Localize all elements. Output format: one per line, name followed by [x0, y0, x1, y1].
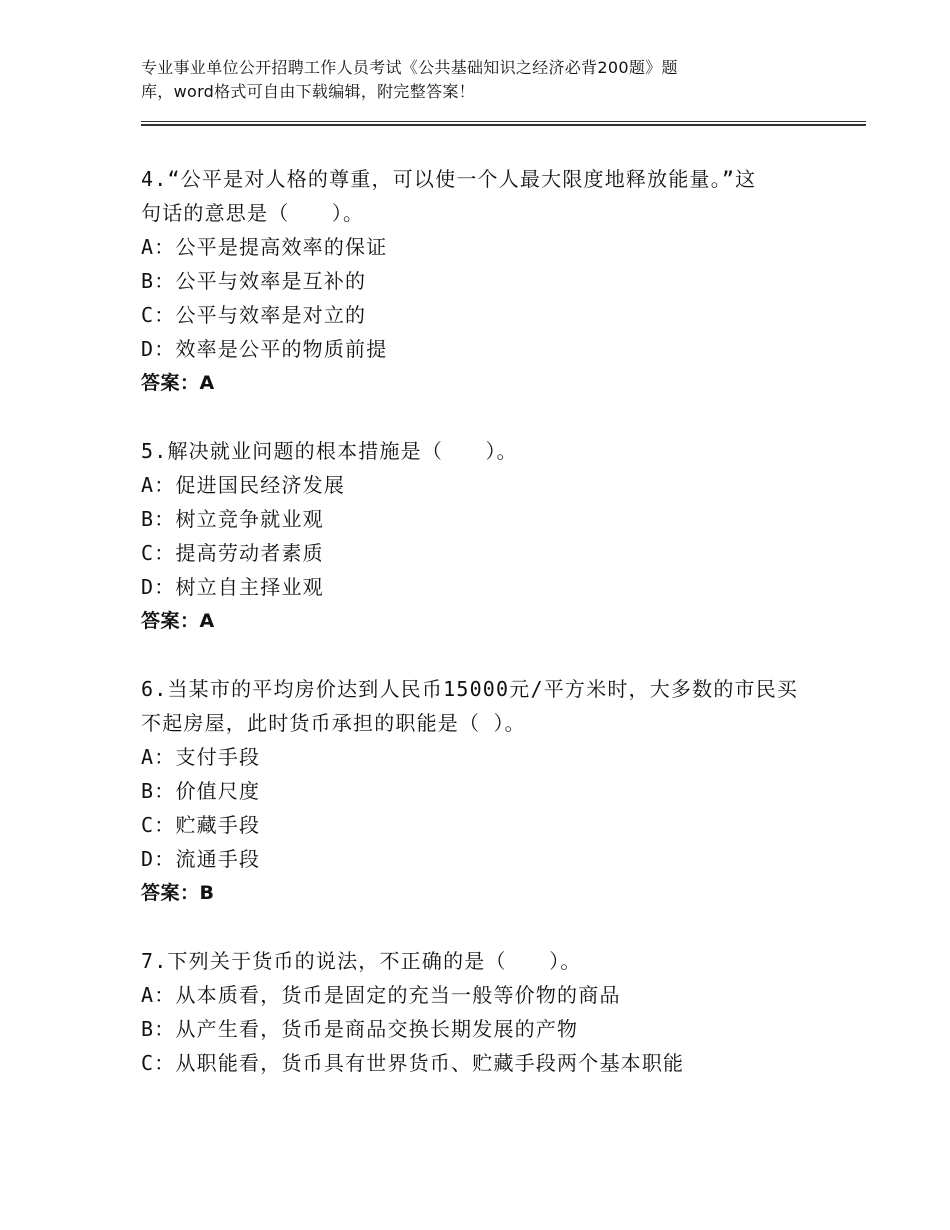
question-7	[141, 944, 821, 1080]
option-b: B：从产生看，货币是商品交换长期发展的产物	[141, 1017, 579, 1041]
option-c: C：公平与效率是对立的	[141, 303, 367, 327]
option-b: B：公平与效率是互补的	[141, 269, 367, 293]
document-header	[141, 56, 781, 104]
question-stem: 5.解决就业问题的根本措施是（ ）。	[141, 439, 518, 463]
option-a: A：支付手段	[141, 745, 261, 769]
option-d: D：树立自主择业观	[141, 575, 324, 599]
option-c: C：贮藏手段	[141, 813, 261, 837]
answer-label: 答案：A	[141, 610, 215, 632]
header-divider-thin	[141, 121, 866, 122]
header-line-1: 专业事业单位公开招聘工作人员考试《公共基础知识之经济必背200题》题	[141, 58, 678, 77]
option-c: C：提高劳动者素质	[141, 541, 324, 565]
option-c: C：从职能看，货币具有世界货币、贮藏手段两个基本职能	[141, 1051, 685, 1075]
option-b: B：价值尺度	[141, 779, 261, 803]
option-a: A：从本质看，货币是固定的充当一般等价物的商品	[141, 983, 621, 1007]
question-list	[141, 162, 821, 1114]
option-a: A：促进国民经济发展	[141, 473, 346, 497]
answer-label: 答案：A	[141, 372, 215, 394]
option-d: D：流通手段	[141, 847, 261, 871]
question-6	[141, 672, 821, 910]
header-divider-thick	[141, 124, 866, 126]
question-stem: 6.当某市的平均房价达到人民币15000元/平方米时，大多数的市民买 不起房屋，此时货币承担的职能是（ ）。	[141, 677, 799, 735]
option-b: B：树立竞争就业观	[141, 507, 324, 531]
option-d: D：效率是公平的物质前提	[141, 337, 388, 361]
header-line-2: 库，word格式可自由下载编辑，附完整答案！	[141, 82, 475, 101]
option-a: A：公平是提高效率的保证	[141, 235, 388, 259]
question-5	[141, 434, 821, 638]
question-stem: 7.下列关于货币的说法，不正确的是（ ）。	[141, 949, 582, 973]
answer-label: 答案：B	[141, 882, 215, 904]
question-4	[141, 162, 821, 400]
question-stem: 4.“公平是对人格的尊重，可以使一个人最大限度地释放能量。”这 句话的意思是（ ）。	[141, 167, 757, 225]
